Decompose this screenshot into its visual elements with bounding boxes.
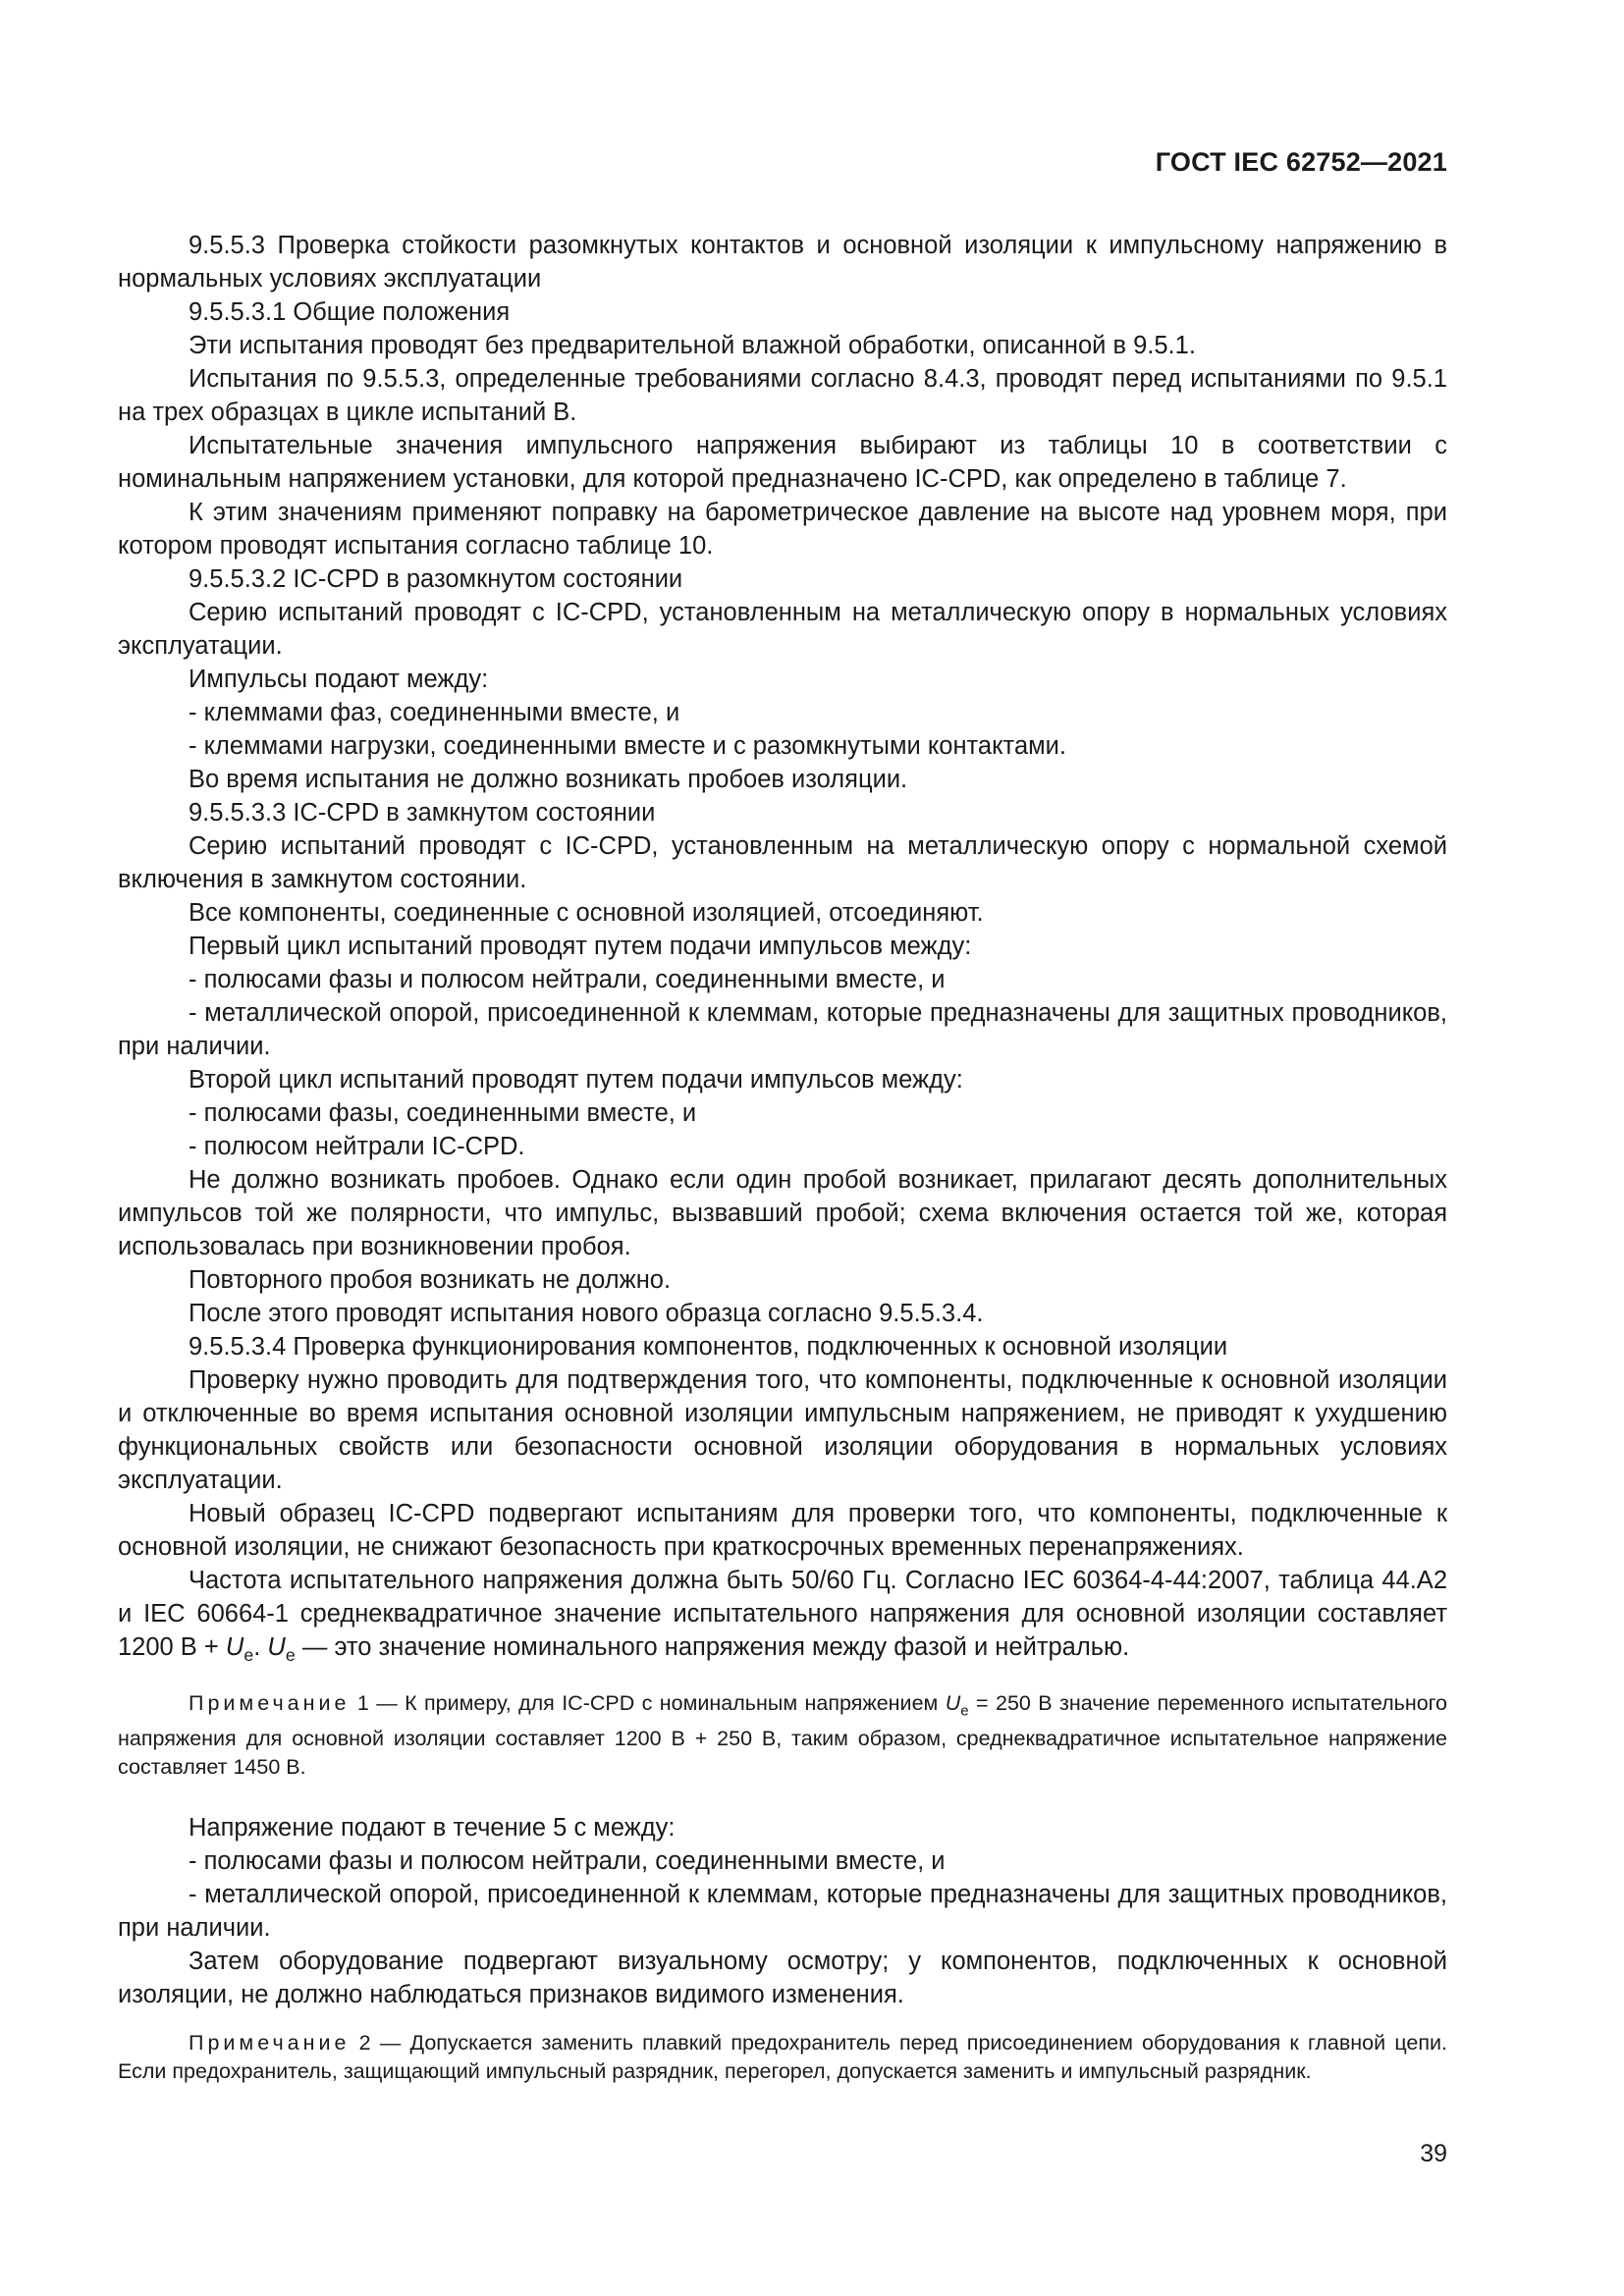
paragraph: Не должно возникать пробоев. Однако если один пробой возникает, прилагают десять дополнительных импульсов той же полярности, что импульс, вызвавший пробой; схема включения остается той же, которая использовалась при возникновении пробоя.	[118, 1166, 1447, 1260]
paragraph: - клеммами нагрузки, соединенными вместе и с разомкнутыми контактами.	[189, 732, 1066, 760]
paragraph: Эти испытания проводят без предварительной влажной обработки, описанной в 9.5.1.	[189, 332, 1196, 359]
paragraph: - полюсами фазы и полюсом нейтрали, соединенными вместе, и	[189, 966, 946, 993]
paragraph: Затем оборудование подвергают визуальному осмотру; у компонентов, подключенных к основной изоляции, не должно наблюдаться признаков видимого изменения.	[118, 1948, 1447, 2009]
paragraph: Импульсы подают между:	[189, 666, 489, 693]
paragraph: 9.5.5.3.2 IC-CPD в разомкнутом состоянии	[189, 565, 683, 593]
paragraph: 9.5.5.3.3 IC-CPD в замкнутом состоянии	[189, 799, 656, 827]
paragraph: Второй цикл испытаний проводят путем подачи импульсов между:	[189, 1066, 963, 1094]
paragraph: Все компоненты, соединенные с основной изоляцией, отсоединяют.	[189, 899, 984, 927]
paragraph: После этого проводят испытания нового образца согласно 9.5.5.3.4.	[189, 1300, 984, 1327]
paragraph: Испытательные значения импульсного напряжения выбирают из таблицы 10 в соответствии с номинальным напряжением установки, для которой предназначено IC-CPD, как определено в таблице 7.	[118, 432, 1447, 493]
paragraph: Повторного пробоя возникать не должно.	[189, 1266, 672, 1294]
document-header: ГОСТ IEC 62752—2021	[1155, 147, 1447, 177]
note-1: Примечание 1 — К примеру, для IC-CPD с номинальным напряжением $U_e = 250$ В значение переменного испытательного напряжения для основной изоляции составляет 1200 В + 250 В, таким образом, среднеквадратичное испытательное напряжение составляет 1450 В.	[118, 1691, 1447, 1780]
paragraph: - металлической опорой, присоединенной к клеммам, которые предназначены для защитных проводников, при наличии.	[118, 1881, 1447, 1943]
paragraph-frequency: Частота испытательного напряжения должна быть 50/60 Гц. Согласно IEC 60364-4-44:2007, таблица 44.А2 и IEC 60664-1 среднеквадратичное значение испытательного напряжения для основной изоляции составляет 1200 $В + U_e$. $U_e$ — это значение номинального напряжения между фазой и нейтралью.	[118, 1567, 1447, 1666]
paragraph: Серию испытаний проводят с IC-CPD, установленным на металлическую опору с нормальной схемой включения в замкнутом состоянии.	[118, 832, 1447, 893]
paragraph-group-1	[118, 229, 1447, 1564]
paragraph: Проверку нужно проводить для подтверждения того, что компоненты, подключенные к основной изоляции и отключенные во время испытания основной изоляции импульсным напряжением, не приводят к ухудшению функциональных свойств или безопасности основной изоляции оборудования в нормальных условиях эксплуатации.	[118, 1366, 1447, 1494]
paragraph: - полюсами фазы, соединенными вместе, и	[189, 1099, 697, 1127]
paragraph: 9.5.5.3.4 Проверка функционирования компонентов, подключенных к основной изоляции	[189, 1333, 1228, 1361]
note-label: Примечание	[189, 1691, 351, 1716]
paragraph: Новый образец IC-CPD подвергают испытаниям для проверки того, что компоненты, подключенные к основной изоляции, не снижают безопасность при краткосрочных временных перенапряжениях.	[118, 1500, 1447, 1561]
paragraph: - клеммами фаз, соединенными вместе, и	[189, 699, 680, 726]
paragraph: Напряжение подают в течение 5 с между:	[189, 1814, 676, 1842]
paragraph: Во время испытания не должно возникать пробоев изоляции.	[189, 766, 908, 793]
paragraph: - металлической опорой, присоединенной к клеммам, которые предназначены для защитных проводников, при наличии.	[118, 999, 1447, 1060]
paragraph-group-2	[118, 1811, 1447, 2011]
paragraph: 9.5.5.3.1 Общие положения	[189, 298, 511, 326]
paragraph: Испытания по 9.5.5.3, определенные требованиями согласно 8.4.3, проводят перед испытаниями по 9.5.1 на трех образцах в цикле испытаний В.	[118, 365, 1447, 426]
paragraph: - полюсами фазы и полюсом нейтрали, соединенными вместе, и	[189, 1847, 946, 1876]
paragraph: Первый цикл испытаний проводят путем подачи импульсов между:	[189, 933, 972, 960]
paragraph: 9.5.5.3 Проверка стойкости разомкнутых контактов и основной изоляции к импульсному напряжению в нормальных условиях эксплуатации	[118, 232, 1447, 293]
note-label: Примечание	[189, 2031, 351, 2056]
document-body	[118, 229, 1447, 2115]
paragraph: К этим значениям применяют поправку на барометрическое давление на высоте над уровнем моря, при котором проводят испытания согласно таблице 10.	[118, 499, 1447, 560]
paragraph: Серию испытаний проводят с IC-CPD, установленным на металлическую опору в нормальных условиях эксплуатации.	[118, 599, 1447, 660]
paragraph: - полюсом нейтрали IC-CPD.	[189, 1133, 525, 1160]
page-number: 39	[1420, 2140, 1447, 2167]
note-2: Примечание 2 — Допускается заменить плавкий предохранитель перед присоединением оборудования к главной цепи. Если предохранитель, защищающий импульсный разрядник, перегорел, допускается заменить и импульсный разрядник.	[118, 2031, 1447, 2084]
